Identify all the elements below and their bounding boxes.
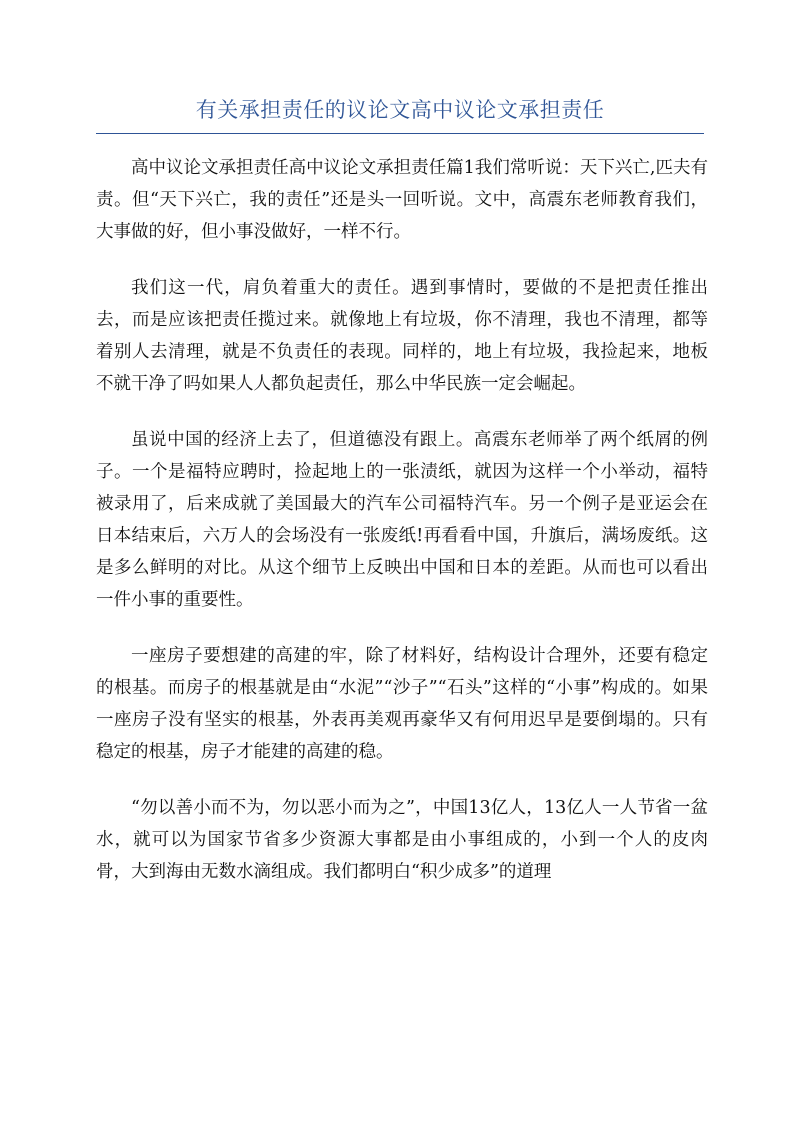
- title-underline: [96, 133, 704, 134]
- paragraph-2: 我们这一代，肩负着重大的责任。遇到事情时，要做的不是把责任推出去，而是应该把责任揽过来。就像地上有垃圾，你不清理，我也不清理，都等着别人去清理，就是不负责任的表现。同样的，地上有垃圾，我捡起来，地板不就干净了吗如果人人都负起责任，那么中华民族一定会崛起。: [96, 278, 708, 394]
- document-body: [96, 152, 708, 912]
- paragraph-4: 一座房子要想建的高建的牢，除了材料好，结构设计合理外，还要有稳定的根基。而房子的根基就是由“水泥”“沙子”“石头”这样的“小事”构成的。如果一座房子没有坚实的根基，外表再美观再豪华又有何用迟早是要倒塌的。只有稳定的根基，房子才能建的高建的稳。: [96, 646, 708, 762]
- paragraph-5: “勿以善小而不为，勿以恶小而为之”，中国13亿人，13亿人一人节省一盆水，就可以为国家节省多少资源大事都是由小事组成的，小到一个人的皮肉骨，大到海由无数水滴组成。我们都明白“积少成多”的道理: [96, 798, 708, 882]
- paragraph-3: 虽说中国的经济上去了，但道德没有跟上。高震东老师举了两个纸屑的例子。一个是福特应聘时，捡起地上的一张渍纸，就因为这样一个小举动，福特被录用了，后来成就了美国最大的汽车公司福特汽车。另一个例子是亚运会在日本结束后，六万人的会场没有一张废纸!再看看中国，升旗后，满场废纸。这是多么鲜明的对比。从这个细节上反映出中国和日本的差距。从而也可以看出一件小事的重要性。: [96, 430, 708, 610]
- document-title: 有关承担责任的议论文高中议论文承担责任: [195, 98, 605, 122]
- paragraph-1: 高中议论文承担责任高中议论文承担责任篇1我们常听说：天下兴亡,匹夫有责。但“天下兴亡，我的责任”还是头一回听说。文中，高震东老师教育我们，大事做的好，但小事没做好，一样不行。: [96, 158, 708, 242]
